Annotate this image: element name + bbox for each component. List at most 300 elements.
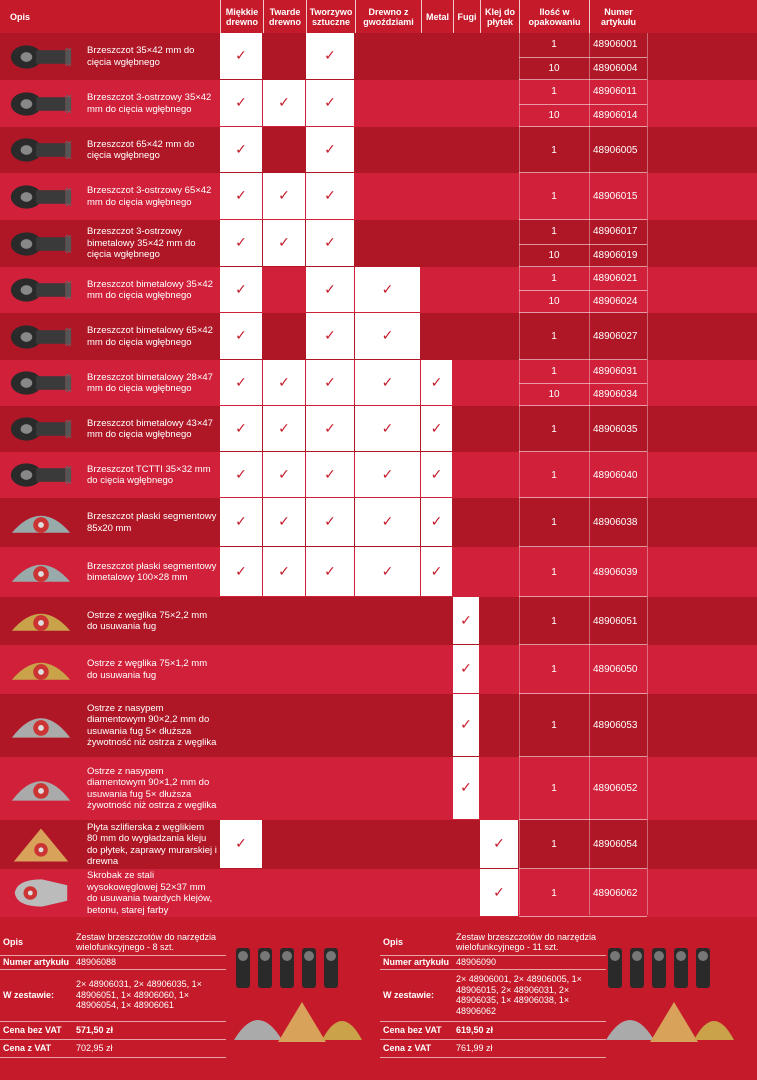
cell-twarde [263,597,305,644]
cell-tworzywo [306,173,354,219]
kit-numer-label: Numer artykułu [383,957,450,967]
check-icon: ✓ [381,466,394,483]
cell-fugi [453,694,479,756]
cell-tworzywo [306,406,354,451]
kit-netto-value: 619,50 zł [456,1024,494,1035]
cell-miekkie [220,547,262,596]
article-number: 48906062 [593,887,638,899]
quantity: 10 [548,389,560,400]
check-icon: ✓ [278,95,290,111]
check-icon: ✓ [430,420,443,437]
cell-drewno-gw [355,33,420,79]
cell-metal [421,173,452,219]
cell-drewno-gw [355,220,420,266]
cell-tworzywo [306,645,354,693]
row-description: Brzeszczot bimetalowy 35×42 mm do cięcia wgłębnego [87,278,213,301]
check-icon: ✓ [324,235,336,251]
sub-row-divider [519,290,647,291]
check-icon: ✓ [235,95,247,111]
check-icon: ✓ [381,328,394,344]
quantity: 1 [551,517,557,528]
cell-tworzywo [306,757,354,819]
check-icon: ✓ [460,717,472,733]
cell-drewno-gw [355,694,420,756]
row-description: Brzeszczot 35×42 mm do cięcia wgłębnego [87,45,195,68]
kit-numer-label: Numer artykułu [3,957,70,967]
cell-drewno-gw [355,869,420,916]
table-row [0,127,757,173]
quantity: 1 [551,566,557,578]
check-icon: ✓ [493,836,505,852]
cell-metal [421,757,452,819]
quantity: 10 [548,296,560,307]
header-klej: Klej do płytek [480,0,519,33]
cell-fugi [453,360,479,405]
article-number: 48906024 [593,296,638,307]
cell-klej [480,173,518,219]
table-row [0,452,757,498]
diamond-blade-icon [4,696,78,755]
cell-drewno-gw [355,267,420,312]
plunge-blade-icon [4,222,78,265]
cell-tworzywo [306,80,354,126]
cell-drewno-gw [355,597,420,644]
cell-tworzywo [306,547,354,596]
cell-fugi [453,597,479,644]
kit-zestaw-label: W zestawie: [383,990,435,1000]
cell-twarde [263,173,305,219]
row-description: Brzeszczot 3-ostrzowy 35×42 mm do cięcia wgłębnego [87,92,212,115]
cell-drewno-gw [355,360,420,405]
cell-metal [421,869,452,916]
row-description: Ostrze z węglika 75×2,2 mm do usuwania fug [87,609,208,632]
check-icon: ✓ [430,514,443,530]
check-icon: ✓ [381,514,394,530]
cell-metal [421,597,452,644]
row-description: Ostrze z nasypem diamentowym 90×2,2 mm do usuwania fug 5× dłuższa żywotność niż ostrza z węglika [87,702,217,748]
table-row [0,80,757,127]
check-icon: ✓ [324,141,336,158]
article-number: 48906019 [593,249,638,261]
cell-miekkie [220,869,262,916]
cell-metal [421,547,452,596]
header-tworzywo: Tworzywo sztuczne [306,0,355,33]
table-row [0,360,757,406]
cell-klej [480,757,518,819]
cell-twarde [263,127,305,172]
cell-tworzywo [306,597,354,644]
article-number: 48906035 [593,423,638,435]
cell-twarde [263,80,305,126]
sanding-pad-icon [4,822,78,867]
cell-tworzywo [306,220,354,266]
check-icon: ✓ [460,661,472,677]
plunge-blade-icon [4,269,78,311]
cell-klej [480,220,518,266]
cell-drewno-gw [355,406,420,451]
check-icon: ✓ [324,420,336,437]
check-icon: ✓ [324,514,336,530]
sub-row-divider [519,104,647,105]
row-description: Brzeszczot TCTTI 35×32 mm do cięcia wgłębnego [87,463,211,486]
table-row [0,547,757,597]
cell-miekkie [220,80,262,126]
cell-metal [421,267,452,312]
kit-divider [380,1057,606,1058]
header-twarde: Twarde drewno [263,0,306,33]
check-icon: ✓ [324,188,336,204]
row-divider [519,916,647,917]
check-icon: ✓ [324,563,336,580]
check-icon: ✓ [278,466,290,483]
cell-tworzywo [306,127,354,172]
check-icon: ✓ [235,466,247,483]
cell-klej [480,127,518,172]
plunge-blade-icon [4,315,78,358]
kit-divider [0,1057,226,1058]
kit-zestaw-value: 2× 48906001, 2× 48906005, 1× 48906015, 2× 48906031, 2× 48906035, 1× 48906038, 1× 48906062 [456,974,582,1016]
header-miekkie: Miękkie drewno [220,0,263,33]
kit-blades-image [228,944,368,1057]
cell-fugi [453,869,479,916]
check-icon: ✓ [324,48,336,64]
sub-row-divider [519,244,647,245]
kit-opis-value: Zestaw brzeszczotów do narzędzia wielofunkcyjnego - 8 szt. [76,931,217,952]
segment-blade-icon [4,549,78,595]
cell-drewno-gw [355,127,420,172]
row-description: Brzeszczot płaski segmentowy bimetalowy 100×28 mm [87,560,217,583]
cell-miekkie [220,127,262,172]
carbide-blade-icon [4,647,78,692]
table-row [0,220,757,267]
cell-twarde [263,313,305,359]
cell-twarde [263,220,305,266]
kit-zestaw-value: 2× 48906031, 2× 48906035, 1× 48906051, 1× 48906060, 1× 48906054, 1× 48906061 [76,979,202,1011]
carbide-blade-icon [4,599,78,643]
check-icon: ✓ [235,188,247,204]
cell-fugi [453,498,479,546]
plunge-blade-icon [4,408,78,450]
check-icon: ✓ [430,563,443,580]
cell-fugi [453,313,479,359]
check-icon: ✓ [324,466,336,483]
quantity: 1 [551,615,557,627]
check-icon: ✓ [381,563,394,580]
row-description: Brzeszczot bimetalowy 65×42 mm do cięcia wgłębnego [87,325,213,348]
check-icon: ✓ [235,235,247,251]
cell-miekkie [220,757,262,819]
quantity: 1 [551,191,557,202]
check-icon: ✓ [381,420,394,437]
cell-fugi [453,33,479,79]
quantity: 1 [551,423,557,435]
cell-tworzywo [306,498,354,546]
check-icon: ✓ [460,612,472,629]
check-icon: ✓ [235,563,247,580]
cell-metal [421,33,452,79]
cell-metal [421,220,452,266]
cell-twarde [263,820,305,868]
cell-fugi [453,173,479,219]
cell-klej [480,820,518,868]
check-icon: ✓ [381,374,394,391]
table-row [0,313,757,360]
cell-fugi [453,220,479,266]
cell-twarde [263,547,305,596]
article-number: 48906050 [593,664,638,675]
sub-row-divider [519,383,647,384]
article-number: 48906017 [593,226,638,238]
row-description: Brzeszczot 3-ostrzowy 65×42 mm do cięcia wgłębnego [87,185,212,208]
header-metal: Metal [421,0,453,33]
check-icon: ✓ [235,420,247,437]
check-icon: ✓ [235,48,247,64]
table-row [0,406,757,452]
article-number: 48906014 [593,109,638,121]
kit-netto-value: 571,50 zł [76,1024,114,1035]
cell-klej [480,360,518,405]
cell-twarde [263,267,305,312]
check-icon: ✓ [235,328,247,344]
diamond-blade-icon [4,759,78,818]
article-number: 48906039 [593,566,638,578]
cell-twarde [263,694,305,756]
plunge-blade-icon [4,82,78,125]
check-icon: ✓ [324,95,336,111]
row-description: Ostrze z nasypem diamentowym 90×1,2 mm do usuwania fug 5× dłuższa żywotność niż ostrza z węglika [87,765,217,811]
cell-klej [480,869,518,916]
cell-klej [480,33,518,79]
check-icon: ✓ [381,281,394,298]
cell-fugi [453,80,479,126]
cell-miekkie [220,220,262,266]
header-opis: Opis [10,11,31,22]
cell-drewno-gw [355,80,420,126]
quantity: 10 [548,62,560,74]
plunge-blade-icon [4,454,78,496]
cell-fugi [453,820,479,868]
cell-drewno-gw [355,452,420,497]
quantity: 1 [551,331,557,342]
cell-metal [421,80,452,126]
kits-section [0,918,757,1080]
kit-blades-image [600,944,740,1057]
cell-metal [421,313,452,359]
table-row [0,498,757,547]
check-icon: ✓ [235,514,247,530]
header-drewno-gw: Drewno z gwoździami [355,0,421,33]
cell-miekkie [220,820,262,868]
check-icon: ✓ [430,374,443,391]
cell-tworzywo [306,267,354,312]
cell-tworzywo [306,869,354,916]
check-icon: ✓ [430,466,443,483]
cell-miekkie [220,267,262,312]
cell-fugi [453,267,479,312]
quantity: 1 [551,273,557,284]
cell-klej [480,267,518,312]
quantity: 1 [551,144,557,156]
quantity: 1 [551,39,557,51]
plunge-blade-icon [4,362,78,404]
plunge-blade-icon [4,129,78,171]
cell-metal [421,406,452,451]
check-icon: ✓ [460,780,472,796]
header-ilosc: Ilość w opakowaniu [519,0,589,33]
row-description: Brzeszczot bimetalowy 43×47 mm do cięcia wgłębnego [87,417,213,440]
quantity: 1 [551,86,557,98]
cell-tworzywo [306,360,354,405]
cell-tworzywo [306,33,354,79]
cell-twarde [263,360,305,405]
article-number: 48906027 [593,331,638,342]
cell-metal [421,452,452,497]
article-number: 48906051 [593,615,638,627]
quantity: 1 [551,839,557,850]
kit-brutto-label: Cena z VAT [3,1043,52,1053]
cell-metal [421,694,452,756]
kit-brutto-label: Cena z VAT [383,1043,432,1053]
cell-twarde [263,33,305,79]
cell-drewno-gw [355,757,420,819]
cell-miekkie [220,597,262,644]
table-row [0,267,757,313]
row-description: Brzeszczot 65×42 mm do cięcia wgłębnego [87,138,195,161]
kit-brutto-value: 761,99 zł [456,1042,493,1053]
article-number: 48906052 [593,783,638,794]
header-fugi: Fugi [453,0,480,33]
row-description: Brzeszczot płaski segmentowy 85x20 mm [87,511,217,534]
table-header [0,0,757,33]
table-row [0,869,757,917]
check-icon: ✓ [324,374,336,391]
cell-klej [480,694,518,756]
segment-blade-icon [4,500,78,545]
table-row [0,597,757,645]
cell-klej [480,597,518,644]
quantity: 1 [551,887,557,899]
cell-fugi [453,757,479,819]
cell-metal [421,360,452,405]
quantity: 1 [551,469,557,481]
check-icon: ✓ [278,563,290,580]
cell-tworzywo [306,313,354,359]
cell-miekkie [220,498,262,546]
article-number: 48906053 [593,720,638,731]
cell-drewno-gw [355,820,420,868]
cell-tworzywo [306,452,354,497]
article-number: 48906005 [593,144,638,156]
cell-miekkie [220,313,262,359]
article-number: 48906038 [593,517,638,528]
quantity: 1 [551,366,557,377]
cell-metal [421,127,452,172]
cell-miekkie [220,406,262,451]
quantity: 1 [551,664,557,675]
article-number: 48906031 [593,366,638,377]
kit-numer-value: 48906088 [76,956,117,967]
article-number: 48906001 [593,39,638,51]
cell-twarde [263,406,305,451]
quantity: 1 [551,783,557,794]
sub-row-divider [519,57,647,58]
row-description: Ostrze z węglika 75×1,2 mm do usuwania fug [87,658,208,681]
cell-klej [480,645,518,693]
cell-drewno-gw [355,498,420,546]
cell-klej [480,406,518,451]
column-divider [519,33,520,915]
row-description: Brzeszczot 3-ostrzowy bimetalowy 35×42 mm do cięcia wgłębnego [87,226,196,261]
cell-tworzywo [306,694,354,756]
row-description: Brzeszczot bimetalowy 28×47 mm do cięcia wgłębnego [87,371,213,394]
table-row [0,694,757,757]
table-row [0,820,757,869]
article-number: 48906004 [593,62,638,74]
cell-klej [480,547,518,596]
article-number: 48906021 [593,273,638,284]
cell-drewno-gw [355,645,420,693]
article-number: 48906054 [593,839,638,850]
cell-fugi [453,452,479,497]
plunge-blade-icon [4,175,78,218]
cell-fugi [453,127,479,172]
kit-netto-label: Cena bez VAT [383,1025,442,1035]
row-description: Skrobak ze stali wysokowęglowej 52×37 mm do usuwania twardych klejów, betonu, starej farby [87,870,213,916]
cell-fugi [453,547,479,596]
table-row [0,33,757,80]
cell-miekkie [220,173,262,219]
check-icon: ✓ [324,281,336,298]
cell-klej [480,80,518,126]
check-icon: ✓ [278,188,290,204]
article-number: 48906034 [593,389,638,400]
kit-opis-value: Zestaw brzeszczotów do narzędzia wielofunkcyjnego - 11 szt. [456,931,597,952]
table-row [0,173,757,220]
table-row [0,757,757,820]
cell-metal [421,498,452,546]
check-icon: ✓ [235,141,247,158]
plunge-blade-icon [4,35,78,78]
cell-tworzywo [306,820,354,868]
check-icon: ✓ [278,374,290,391]
cell-twarde [263,452,305,497]
cell-drewno-gw [355,547,420,596]
cell-klej [480,452,518,497]
header-numer: Numer artykułu [589,0,647,33]
article-number: 48906040 [593,469,638,481]
check-icon: ✓ [278,420,290,437]
kit-opis-label: Opis [383,937,404,947]
column-divider [589,33,590,915]
article-number: 48906011 [593,86,637,98]
cell-miekkie [220,694,262,756]
cell-metal [421,820,452,868]
check-icon: ✓ [278,235,290,251]
cell-fugi [453,645,479,693]
cell-klej [480,313,518,359]
check-icon: ✓ [235,374,247,391]
kit-zestaw-label: W zestawie: [3,990,55,1000]
cell-miekkie [220,360,262,405]
check-icon: ✓ [235,281,247,298]
quantity: 1 [551,720,557,731]
cell-fugi [453,406,479,451]
table-row [0,645,757,694]
cell-twarde [263,757,305,819]
scraper-icon [4,871,78,915]
quantity: 1 [551,226,557,238]
column-divider [647,33,648,915]
